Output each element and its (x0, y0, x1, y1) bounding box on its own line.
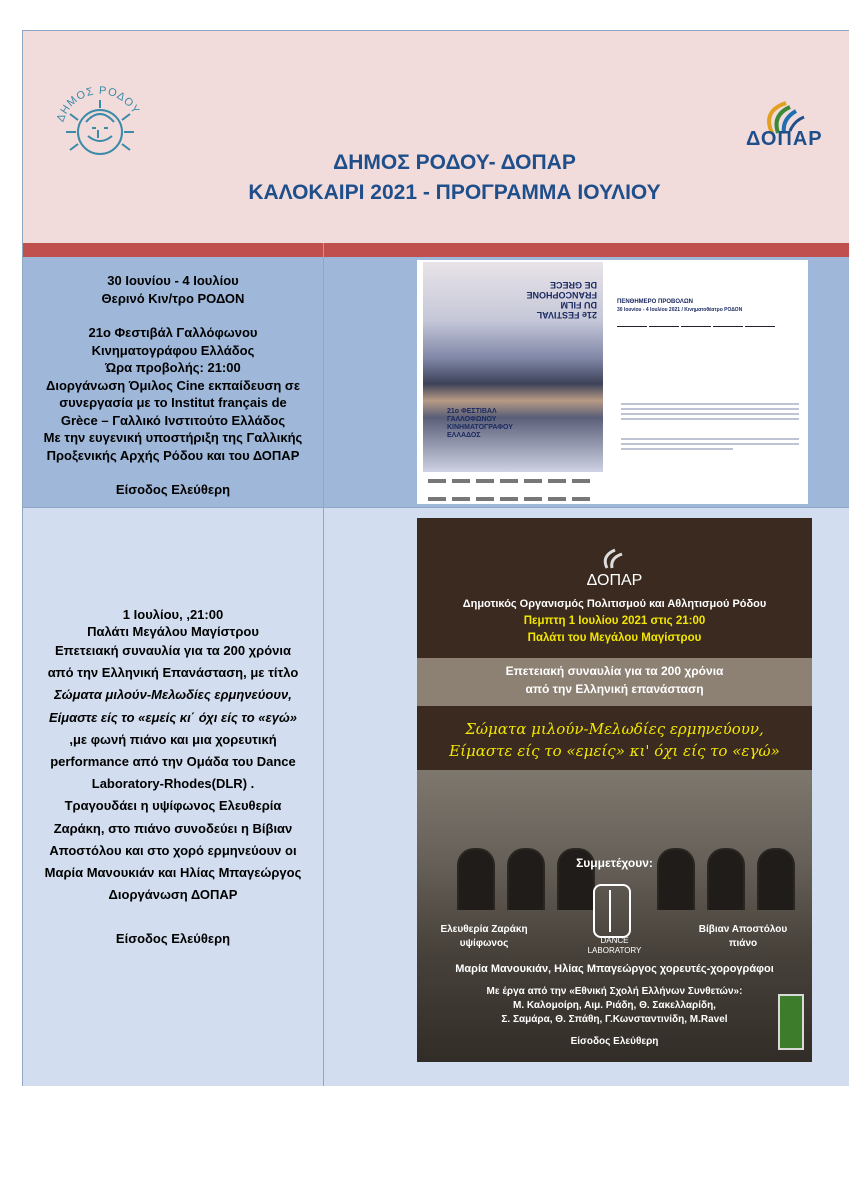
event-2-venue: Παλάτι Μεγάλου Μαγίστρου (87, 624, 259, 639)
poster-2-dance-lab-1: DANCE (600, 936, 629, 945)
event-2-line-6: performance από την Ομάδα του Dance (50, 754, 296, 770)
poster-1-sponsor-logos (425, 472, 601, 502)
poster-2-pianist: Βίβιαν Αποστόλου (698, 924, 788, 935)
concert-poster-image (417, 518, 812, 1062)
event-2-line-2: από την Ελληνική Επανάσταση, με τίτλο (47, 665, 299, 681)
page-subtitle: ΚΑΛΟΚΑΙΡΙ 2021 - ΠΡΟΓΡΑΜΜΑ ΙΟΥΛΙΟΥ (248, 181, 661, 204)
right-logo-text: ΔΟΠΑΡ (746, 128, 823, 150)
festival-poster-image (417, 260, 808, 504)
event-1-line-2: Κινηματογράφου Ελλάδος (91, 342, 255, 358)
column-divider (323, 243, 324, 1086)
event-1-details (26, 272, 320, 499)
event-1-line-3: Ώρα προβολής: 21:00 (105, 360, 241, 375)
row-divider (23, 507, 849, 508)
event-1-line-6: Grèce – Γαλλικό Ινστιτούτο Ελλάδος (60, 412, 286, 428)
event-1-line-1: 21ο Φεστιβάλ Γαλλόφωνου (88, 325, 258, 340)
event-2-line-5: ,με φωνή πιάνο και μια χορευτική (69, 731, 277, 747)
poster-2-venue: Παλάτι του Μεγάλου Μαγίστρου (527, 632, 702, 644)
event-2-details (26, 606, 320, 951)
event-1-venue: Θερινό Κιν/τρο ΡΟΔΟΝ (101, 290, 245, 306)
poster-2-bicentennial-badge (778, 994, 804, 1050)
poster-2-date: Πεμπτη 1 Ιουλίου 2021 στις 21:00 (523, 615, 706, 627)
event-2-line-9: Ζαράκη, στο πιάνο συνοδεύει η Βίβιαν (53, 820, 293, 836)
event-2-date: 1 Ιουλίου, ,21:00 (122, 607, 224, 622)
poster-2-works: Με έργα από την «Εθνική Σχολή Ελλήνων Συνθετών»: (486, 986, 743, 997)
poster-2-singer: Ελευθερία Ζαράκη (440, 924, 528, 935)
event-2-line-8: Τραγουδάει η υψίφωνος Ελευθερία (64, 798, 282, 814)
event-1-line-5: συνεργασία με το Institut français de (59, 395, 287, 410)
poster-2-participants: Συμμετέχουν: (576, 856, 653, 870)
poster-2-pianist-role: πιάνο (728, 938, 758, 949)
event-2-line-1: Επετειακή συναυλία για τα 200 χρόνια (55, 643, 291, 658)
poster-2-concert-2: από την Ελληνική επανάσταση (525, 682, 704, 696)
poster-2-singer-role: υψίφωνος (459, 938, 509, 949)
poster-2-org-full: Δημοτικός Οργανισμός Πολιτισμού και Αθλητισμού Ρόδου (462, 598, 767, 610)
page-title: ΔΗΜΟΣ ΡΟΔΟΥ- ΔΟΠΑΡ (333, 151, 576, 174)
poster-1-schedule-grid (617, 326, 803, 376)
event-2-line-11: Μαρία Μανουκιάν και Ηλίας Μπαγεώργος (44, 865, 302, 881)
poster-2-composers-1: Μ. Καλομοίρη, Αιμ. Ριάδη, Θ. Σακελλαρίδη, (513, 1000, 716, 1011)
poster-2-dancers: Μαρία Μανουκιάν, Ηλίας Μπαγεώργος χορευτές-χορογράφοι (455, 963, 774, 975)
event-2-line-7: Laboratory-Rhodes(DLR) . (91, 776, 255, 792)
event-1-date: 30 Ιουνίου - 4 Ιουλίου (107, 273, 239, 288)
event-1-entry: Είσοδος Ελεύθερη (115, 482, 231, 497)
left-logo-text: ΔΗΜΟΣ ΡΟΔΟΥ (54, 84, 142, 124)
poster-2-dance-lab-2: LABORATORY (587, 946, 642, 955)
poster-2-title-1: Σώματα μιλούν-Μελωδίες ερμηνεύουν, (465, 720, 764, 738)
poster-1-french-title: 21e FESTIVAL DU FILM FRANCOPHONE DE GRECE (526, 280, 597, 320)
poster-2-concert-1: Επετειακή συναυλία για τα 200 χρόνια (505, 664, 724, 678)
event-2-line-10: Αποστόλου και στο χορό ερμηνεύουν οι (49, 842, 297, 858)
poster-2-title-2: Είμαστε είς το «εμείς» κι' όχι είς το «εγώ» (449, 742, 780, 760)
event-1-line-8: Προξενικής Αρχής Ρόδου και του ΔΟΠΑΡ (46, 447, 300, 463)
poster-1-program-title (617, 298, 797, 314)
svg-text:ΔΗΜΟΣ ΡΟΔΟΥ (55, 85, 142, 124)
event-1-line-4: Διοργάνωση Όμιλος Cine εκπαίδευση σε (45, 377, 300, 393)
event-1-line-7: Με την ευγενική υποστήριξη της Γαλλικής (43, 430, 303, 445)
poster-2-dopar-icon (599, 548, 629, 570)
event-2-line-12: Διοργάνωση ΔΟΠΑΡ (108, 887, 238, 903)
poster-2-entry: Είσοδος Ελεύθερη (570, 1036, 659, 1047)
poster-1-program-heading: ΠΕΝΘΗΜΕΡΟ ΠΡΟΒΟΛΩΝ (617, 299, 693, 305)
poster-2-dance-lab-logo (593, 884, 631, 938)
poster-1-program-dates: 30 Ιουνίου - 4 Ιουλίου 2021 / Κινηματοθέατρο ΡΟΔΟΝ (617, 307, 743, 313)
poster-1-fine-print (617, 400, 803, 453)
event-2-line-3: Σώματα μιλούν-Μελωδίες ερμηνεύουν, (54, 687, 292, 703)
poster-2-org: ΔΟΠΑΡ (586, 572, 643, 589)
poster-1-greek-title: 21ο ΦΕΣΤΙΒΑΛ ΓΑΛΛΟΦΩΝΟΥ ΚΙΝΗΜΑΤΟΓΡΑΦΟΥ ΕΛΛΑΔΟΣ (447, 408, 513, 439)
event-2-line-4: Είμαστε είς το «εμείς κι΄ όχι είς το «εγώ» (48, 709, 298, 725)
event-2-entry: Είσοδος Ελεύθερη (115, 931, 231, 947)
poster-2-composers-2: Σ. Σαμάρα, Θ. Σπάθη, Γ.Κωνσταντινίδη, Μ.Ravel (501, 1014, 728, 1025)
accent-bar (23, 243, 849, 257)
